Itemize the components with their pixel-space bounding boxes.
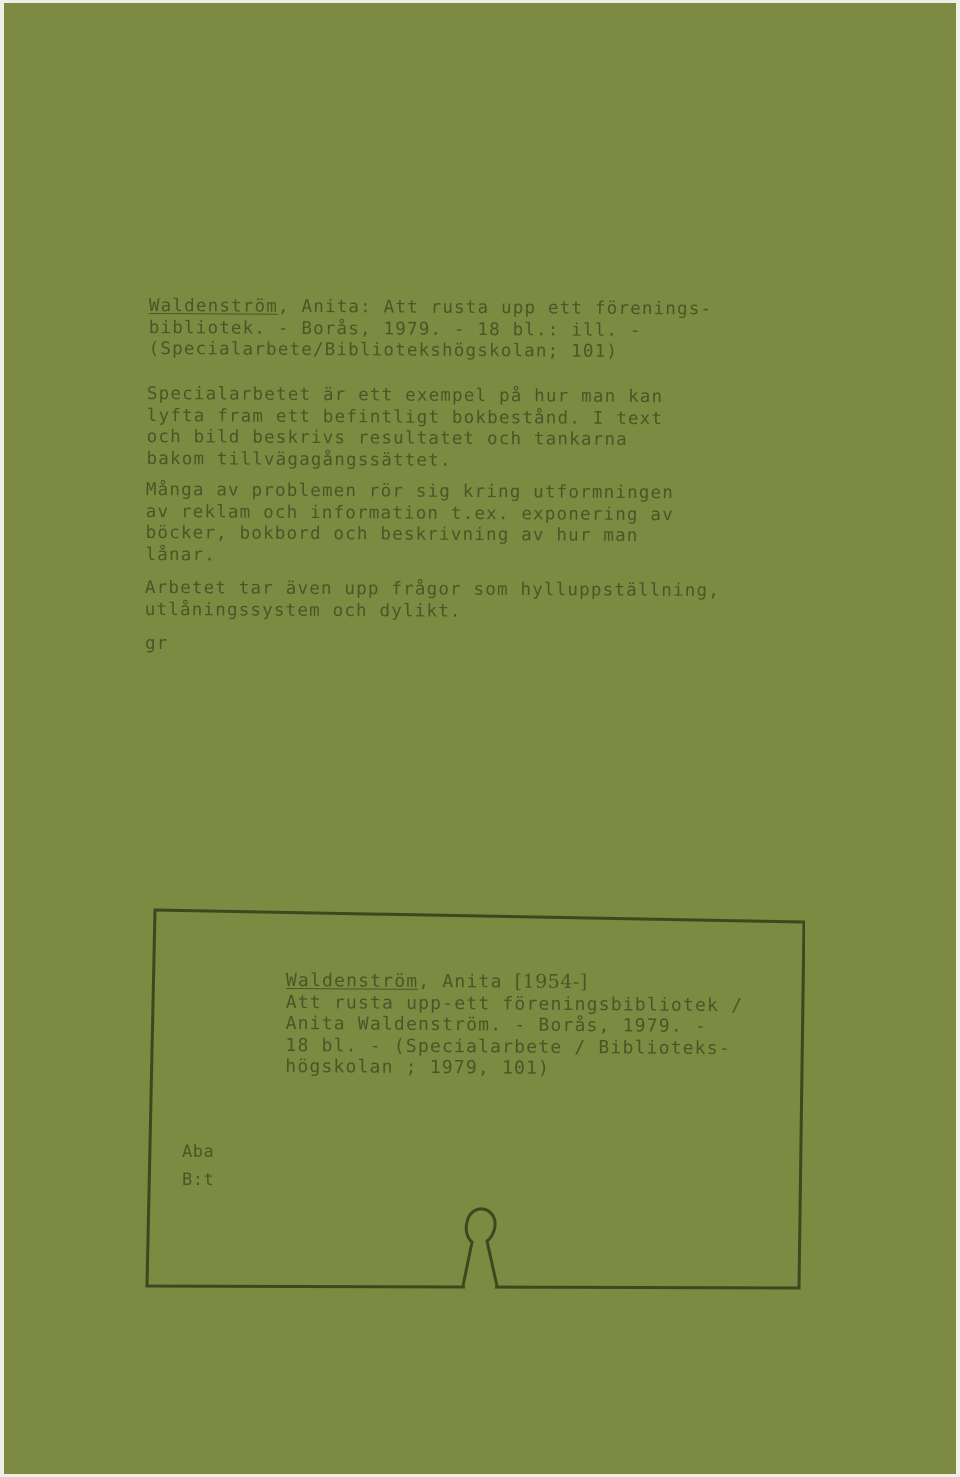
reference-author: Waldenström: [148, 296, 279, 317]
scan-edge-top: [0, 0, 960, 3]
card-line: högskolan ; 1979, 101): [285, 1056, 551, 1080]
abstract-line: av reklam och information t.ex. exponering av: [145, 501, 674, 525]
reference-line-3: (Specialarbete/Bibliotekshögskolan; 101): [148, 339, 619, 363]
card-author: Waldenström: [285, 970, 419, 992]
card-author-rest: , Anita: [418, 970, 515, 993]
catalog-card-text: [285, 970, 743, 1081]
catalog-card: [145, 908, 805, 1292]
card-shelf-marks: [182, 1138, 214, 1194]
abstract-line: lånar.: [145, 544, 217, 566]
abstract-line: Specialarbetet är ett exempel på hur man kan: [146, 384, 664, 408]
scan-edge-right: [956, 0, 960, 1477]
card-line: Att rusta upp-ett föreningsbibliotek /: [285, 991, 744, 1016]
card-birth-year: [1954-]: [514, 970, 588, 994]
abstract-line: Många av problemen rör sig kring utformningen: [145, 480, 675, 504]
catalog-card-outline: [145, 908, 805, 1292]
reference-line-1: , Anita: Att rusta upp ett förenings-: [277, 296, 713, 320]
bibliographic-reference: [149, 296, 713, 364]
scan-edge-left: [0, 0, 4, 1477]
author-initials: gr: [145, 634, 169, 654]
abstract-line: böcker, bokbord och beskrivning av hur man: [145, 523, 639, 547]
card-line: Anita Waldenström. - Borås, 1979. -: [285, 1013, 707, 1038]
card-classification: Aba: [182, 1142, 215, 1162]
card-line: 18 bl. - (Specialarbete / Biblioteks-: [285, 1034, 731, 1059]
abstract-line: och bild beskrivs resultatet och tankarna: [146, 427, 628, 451]
abstract-line: Arbetet tar även upp frågor som hylluppställning,: [144, 578, 721, 602]
abstract-line: bakom tillvägagångssättet.: [146, 448, 452, 471]
abstract-paragraph-2: [145, 480, 674, 570]
reference-line-2: bibliotek. - Borås, 1979. - 18 bl.: ill. -: [148, 317, 642, 341]
abstract-line: utlåningssystem och dylikt.: [144, 599, 462, 622]
abstract-paragraph-3: [145, 578, 720, 624]
card-location: B:t: [182, 1170, 215, 1190]
abstract-line: lyfta fram ett befintligt bokbestånd. I text: [146, 405, 664, 429]
abstract-paragraph-1: [146, 384, 663, 474]
